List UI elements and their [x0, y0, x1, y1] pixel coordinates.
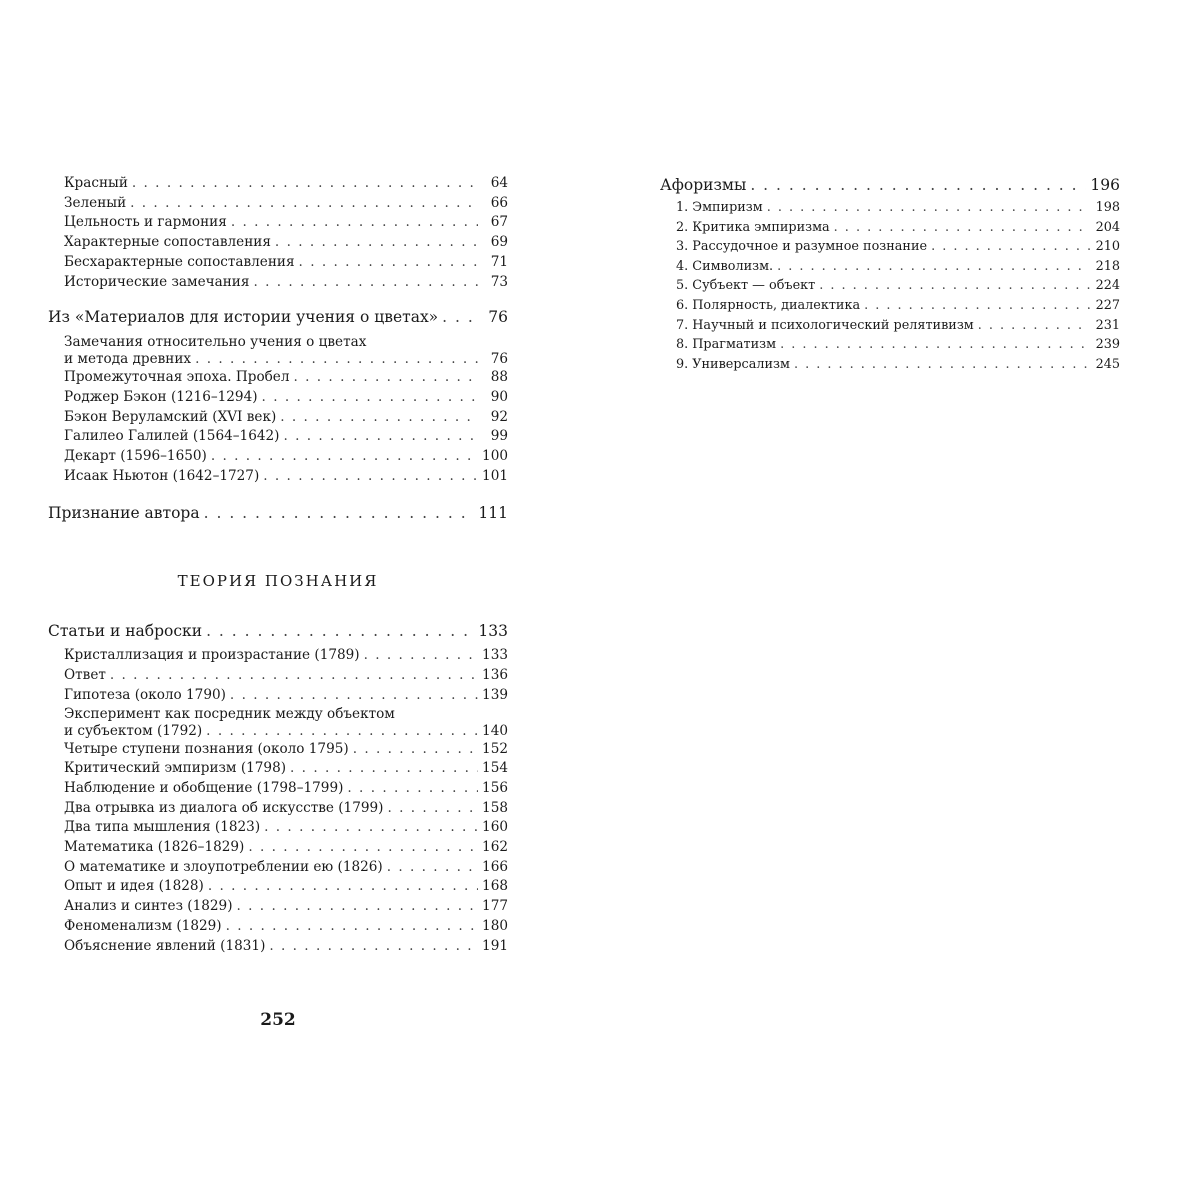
- toc-entry-page: 140: [482, 722, 508, 739]
- toc-heading-aphorisms: [660, 174, 1120, 196]
- toc-heading-page: 111: [478, 504, 508, 523]
- toc-entry-title: Два типа мышления (1823): [64, 819, 261, 836]
- toc-entry-page: 227: [1095, 297, 1120, 313]
- toc-entry-title: Декарт (1596–1650): [64, 448, 207, 465]
- toc-entry-title: Характерные сопоставления: [64, 234, 271, 251]
- leader-dots: [231, 213, 478, 233]
- leader-dots: [819, 276, 1090, 296]
- toc-entry: [48, 174, 508, 194]
- toc-entry: [48, 686, 508, 706]
- toc-entry-title: 5. Субъект — объект: [676, 278, 816, 294]
- leader-dots: [195, 351, 478, 368]
- toc-entry: [48, 937, 508, 957]
- toc-entry: [48, 273, 508, 293]
- leader-dots: [237, 897, 478, 917]
- toc-entry-title: Объяснение явлений (1831): [64, 937, 266, 954]
- left-page: [48, 174, 508, 1030]
- toc-entry-title: Критический эмпиризм (1798): [64, 760, 287, 777]
- toc-entry-page: 73: [490, 273, 508, 290]
- toc-entry-page: 156: [482, 779, 508, 796]
- toc-entry-page: 166: [482, 858, 508, 875]
- section-heading: ТЕОРИЯ ПОЗНАНИЯ: [177, 572, 379, 591]
- toc-entry-page: 71: [490, 253, 508, 270]
- toc-entry-page: 136: [482, 667, 508, 684]
- toc-entry: [48, 877, 508, 897]
- toc-entry-title: 9. Универсализм: [676, 356, 790, 372]
- leader-dots: [211, 447, 478, 467]
- toc-entry-title: 8. Прагматизм: [676, 337, 777, 353]
- toc-entry-title: Кристаллизация и произрастание (1789): [64, 647, 360, 664]
- leader-dots: [204, 502, 475, 524]
- leader-dots: [442, 306, 478, 328]
- leader-dots: [132, 174, 478, 194]
- leader-dots: [780, 335, 1090, 355]
- toc-entry-page: 204: [1095, 219, 1120, 235]
- toc-entry: [48, 213, 508, 233]
- toc-entry-title: Математика (1826–1829): [64, 839, 245, 856]
- toc-entry-page: 139: [482, 686, 508, 703]
- leader-dots: [794, 355, 1090, 375]
- toc-entry-title: О математике и злоупотреблении ею (1826): [64, 858, 383, 875]
- leader-dots: [290, 759, 478, 779]
- leader-dots: [110, 666, 478, 686]
- toc-entry-page: 76: [490, 351, 508, 368]
- toc-entry-page: 231: [1095, 317, 1120, 333]
- toc-entry: [48, 467, 508, 487]
- toc-entry: [660, 355, 1120, 375]
- toc-entry-page: 239: [1095, 337, 1120, 353]
- leader-dots: [283, 427, 478, 447]
- toc-entry-title: Бесхарактерные сопоставления: [64, 253, 295, 270]
- leader-dots: [269, 937, 478, 957]
- toc-entry: [48, 447, 508, 467]
- toc-entry-title-line1: Замечания относительно учения о цветах: [64, 334, 367, 351]
- leader-dots: [750, 174, 1086, 196]
- leader-dots: [275, 233, 478, 253]
- toc-heading-title: Признание автора: [48, 504, 200, 523]
- toc-entry-multiline: [48, 334, 508, 368]
- leader-dots: [206, 620, 474, 642]
- toc-entry-title: Два отрывка из диалога об искусстве (1799): [64, 799, 384, 816]
- toc-heading-title: Афоризмы: [660, 176, 747, 194]
- leader-dots: [294, 368, 479, 388]
- toc-entry-page: 92: [490, 408, 508, 425]
- toc-heading-page: 76: [488, 308, 508, 327]
- toc-entry-title: Цельность и гармония: [64, 214, 227, 231]
- toc-heading-title: Статьи и наброски: [48, 622, 203, 641]
- toc-entry-title: Роджер Бэкон (1216–1294): [64, 388, 258, 405]
- leader-dots: [931, 237, 1090, 257]
- toc-entry-page: 101: [482, 467, 508, 484]
- leader-dots: [299, 253, 478, 273]
- toc-heading-materials: [48, 306, 508, 328]
- toc-entry: [48, 838, 508, 858]
- toc-entry-page: 152: [482, 740, 508, 757]
- toc-entry-page: 177: [482, 898, 508, 915]
- toc-entry: [48, 759, 508, 779]
- toc-entry-title: Опыт и идея (1828): [64, 878, 204, 895]
- toc-heading-articles: [48, 620, 508, 642]
- toc-entry-title: Четыре ступени познания (около 1795): [64, 740, 349, 757]
- leader-dots: [253, 273, 478, 293]
- toc-entry-title: Гипотеза (около 1790): [64, 686, 226, 703]
- right-page: [660, 174, 1120, 374]
- toc-heading-page: 196: [1090, 176, 1120, 194]
- toc-group-colors: [48, 174, 508, 292]
- toc-entry: [660, 296, 1120, 316]
- toc-entry: [660, 237, 1120, 257]
- toc-entry-title: Исаак Ньютон (1642–1727): [64, 467, 260, 484]
- leader-dots: [226, 917, 478, 937]
- toc-entry-page: 158: [482, 799, 508, 816]
- toc-entry-title: Исторические замечания: [64, 273, 250, 290]
- leader-dots: [206, 723, 478, 740]
- toc-entry-page: 100: [482, 448, 508, 465]
- toc-entry: [48, 233, 508, 253]
- toc-entry: [660, 257, 1120, 277]
- toc-entry: [660, 276, 1120, 296]
- toc-heading-page: 133: [478, 622, 508, 641]
- toc-entry-title: Зеленый: [64, 194, 127, 211]
- toc-entry-title: 4. Символизм.: [676, 258, 774, 274]
- toc-entry-title: Бэкон Веруламский (XVI век): [64, 408, 277, 425]
- toc-entry: [48, 427, 508, 447]
- toc-entry: [48, 779, 508, 799]
- leader-dots: [208, 877, 478, 897]
- toc-entry: [48, 917, 508, 937]
- toc-entry-title: Анализ и синтез (1829): [64, 898, 233, 915]
- toc-entry-page: 180: [482, 917, 508, 934]
- toc-entry: [48, 408, 508, 428]
- toc-entry-title: Промежуточная эпоха. Пробел: [64, 369, 290, 386]
- toc-entry-title: Ответ: [64, 667, 106, 684]
- toc-entry: [660, 198, 1120, 218]
- toc-entry: [48, 799, 508, 819]
- leader-dots: [387, 858, 478, 878]
- toc-entry-title: Феноменализм (1829): [64, 917, 222, 934]
- toc-entry: [48, 740, 508, 760]
- toc-entry-page: 198: [1095, 200, 1120, 215]
- toc-entry-page: 99: [490, 428, 508, 445]
- toc-group-articles-a: [48, 646, 508, 705]
- toc-entry-title: 7. Научный и психологический релятивизм: [676, 317, 974, 333]
- toc-entry: [48, 253, 508, 273]
- leader-dots: [264, 818, 478, 838]
- toc-entry-title: Галилео Галилей (1564–1642): [64, 428, 280, 445]
- toc-group-articles-b: [48, 740, 508, 957]
- toc-entry-title: Наблюдение и обобщение (1798–1799): [64, 779, 344, 796]
- leader-dots: [230, 686, 478, 706]
- toc-group-aphorisms: [660, 198, 1120, 374]
- leader-dots: [263, 467, 478, 487]
- toc-entry-title-line2: и субъектом (1792): [64, 722, 203, 739]
- toc-entry-page: 154: [482, 760, 508, 777]
- leader-dots: [364, 646, 478, 666]
- toc-entry-title-line2: и метода древних: [64, 351, 192, 368]
- toc-entry-page: 168: [482, 878, 508, 895]
- toc-entry-title: 2. Критика эмпиризма: [676, 219, 830, 235]
- toc-entry: [660, 316, 1120, 336]
- leader-dots: [262, 388, 478, 408]
- leader-dots: [347, 779, 478, 799]
- toc-entry-page: 66: [490, 194, 508, 211]
- toc-entry-page: 67: [490, 214, 508, 231]
- toc-entry-title: Красный: [64, 175, 128, 191]
- toc-entry: [48, 194, 508, 214]
- toc-entry: [48, 818, 508, 838]
- toc-entry-page: 210: [1095, 239, 1120, 255]
- leader-dots: [130, 194, 478, 214]
- toc-entry-multiline: [48, 706, 508, 740]
- leader-dots: [978, 316, 1090, 336]
- toc-entry-title: 1. Эмпиризм: [676, 200, 763, 215]
- toc-entry-title: 3. Рассудочное и разумное познание: [676, 239, 928, 255]
- toc-entry: [48, 897, 508, 917]
- leader-dots: [387, 799, 478, 819]
- page-number: 252: [260, 1010, 296, 1030]
- toc-entry-page: 160: [482, 819, 508, 836]
- toc-group-materials: [48, 368, 508, 486]
- toc-entry-page: 64: [490, 175, 508, 191]
- leader-dots: [864, 296, 1090, 316]
- toc-entry-page: 245: [1095, 356, 1120, 372]
- toc-entry: [48, 388, 508, 408]
- leader-dots: [777, 257, 1090, 277]
- toc-entry-page: 88: [490, 369, 508, 386]
- toc-entry: [660, 335, 1120, 355]
- toc-entry-page: 191: [482, 937, 508, 954]
- toc-heading-title: Из «Материалов для истории учения о цветах»: [48, 308, 439, 327]
- toc-entry-page: 162: [482, 839, 508, 856]
- leader-dots: [767, 198, 1090, 218]
- toc-entry-title: 6. Полярность, диалектика: [676, 297, 861, 313]
- toc-entry: [48, 368, 508, 388]
- toc-entry: [48, 646, 508, 666]
- leader-dots: [834, 218, 1090, 238]
- toc-entry-page: 218: [1095, 258, 1120, 274]
- toc-entry-page: 90: [490, 388, 508, 405]
- toc-entry-page: 224: [1095, 278, 1120, 294]
- toc-entry-title-line1: Эксперимент как посредник между объектом: [64, 705, 395, 722]
- toc-entry: [48, 666, 508, 686]
- toc-entry-page: 69: [490, 234, 508, 251]
- leader-dots: [353, 740, 478, 760]
- leader-dots: [280, 408, 478, 428]
- toc-entry: [48, 858, 508, 878]
- leader-dots: [248, 838, 478, 858]
- toc-heading-confession: [48, 502, 508, 524]
- toc-entry-page: 133: [482, 647, 508, 664]
- toc-entry: [660, 218, 1120, 238]
